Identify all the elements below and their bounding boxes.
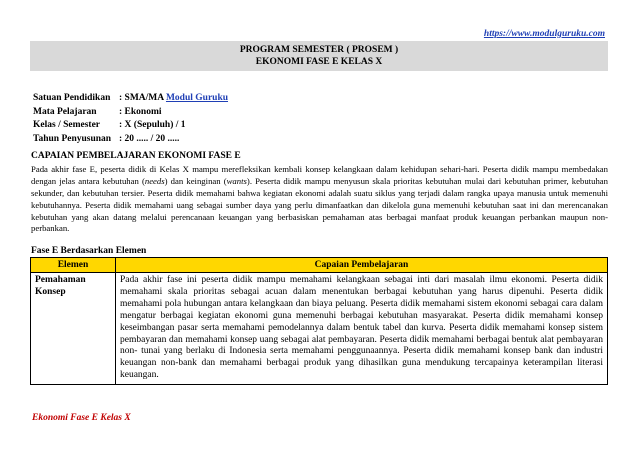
identity-value [119, 93, 228, 105]
capaian-section [31, 151, 608, 235]
table-row [31, 273, 608, 385]
identity-row-tahun [33, 134, 228, 146]
identity-value: : Ekonomi [119, 106, 162, 117]
elemen-cell: Pemahaman Konsep [31, 273, 116, 385]
identity-row-kelas [33, 120, 228, 132]
column-header-capaian: Capaian Pembelajaran [116, 258, 608, 273]
elemen-table [30, 257, 608, 385]
identity-label: Tahun Penyusunan [33, 133, 112, 144]
capaian-text-a: Pada akhir fase E, peserta didik di Kelas X mampu merefleksikan kembali konsep kelangkaan dalam kehidupan sehari-hari. Peserta didik mampu membedakan dengan jelas antara kebutuhan ( [31, 163, 608, 186]
fase-section-label: Fase E Berdasarkan Elemen [31, 246, 147, 256]
identity-row-satuan [33, 93, 228, 105]
page-title: PROGRAM SEMESTER ( PROSEM ) [239, 45, 399, 55]
column-header-elemen: Elemen [31, 258, 116, 273]
wants-term: wants [226, 175, 247, 186]
capaian-text-b: ) dan keinginan ( [164, 175, 227, 186]
capaian-heading: CAPAIAN PEMBELAJARAN EKONOMI FASE E [31, 151, 241, 161]
identity-label: Satuan Pendidikan [33, 93, 111, 103]
identity-label: Mata Pelajaran [33, 106, 97, 117]
modul-guruku-link[interactable]: Modul Guruku [165, 93, 229, 103]
satuan-value: : SMA/MA [119, 93, 164, 103]
identity-table [31, 91, 230, 147]
identity-label: Kelas / Semester [33, 120, 101, 131]
footer-text: Ekonomi Fase E Kelas X [32, 413, 131, 423]
identity-row-mapel [33, 107, 228, 119]
capaian-text-c: ). Peserta didik mampu menyusun skala prioritas kebutuhan mulai dari kebutuhan primer, kebutuhan sekunder, dan kebutuhan tersier. Peserta didik memahami bahwa kegiatan ekonomi adalah suatu siklus yang terjadi dalam rangka upaya manusia untuk memenuhi kebutuhannya. Peserta didik memahami uang sebagai sumber daya yang perlu dimanfaatkan dan dikelola guna memenuhi kebutuhan saat ini dan merencanakan kebutuhan yang akan datang melalui perencanaan keuangan yang berbasiskan pemahaman atas berbagai manfaat produk keuangan perbankan maupun non- perbankan. [31, 175, 608, 234]
identity-value: : X (Sepuluh) / 1 [119, 120, 186, 131]
capaian-paragraph [31, 164, 608, 235]
capaian-cell: Pada akhir fase ini peserta didik mampu memahami kelangkaan sebagai inti dari masalah ilmu ekonomi. Peserta didik memahami skala prioritas sebagai acuan dalam menentukan berbagai kebutuhan yang harus dipenuhi. Peserta didik memahami pola hubungan antara kelangkaan dan biaya peluang. Peserta didik memahami sistem ekonomi sebagai cara dalam mengatur berbagai kegiatan ekonomi guna memenuhi berbagai kebutuhan masyarakat. Peserta didik memahami konsep keseimbangan pasar serta memahami pemodelannya dalam bentuk tabel dan kurva. Peserta didik memahami konsep sistem pembayaran dan memahami konsep uang sebagai alat pembayaran. Peserta didik memahami berbagai bentuk alat pembayaran non- tunai yang berlaku di Indonesia serta memahami penggunaannya. Peserta didik memahami konsep bank dan industri keuangan non-bank dan memahami berbagai produk yang dihasilkan guna mendukung tercapainya keterampilan literasi keuangan. [116, 273, 608, 385]
table-header-row [31, 258, 608, 273]
needs-term: needs [144, 175, 165, 186]
title-banner [30, 41, 608, 71]
website-link[interactable]: https://www.modulguruku.com [483, 29, 605, 39]
identity-value: : 20 ..... / 20 ..... [119, 133, 180, 144]
page-subtitle: EKONOMI FASE E KELAS X [255, 57, 383, 67]
